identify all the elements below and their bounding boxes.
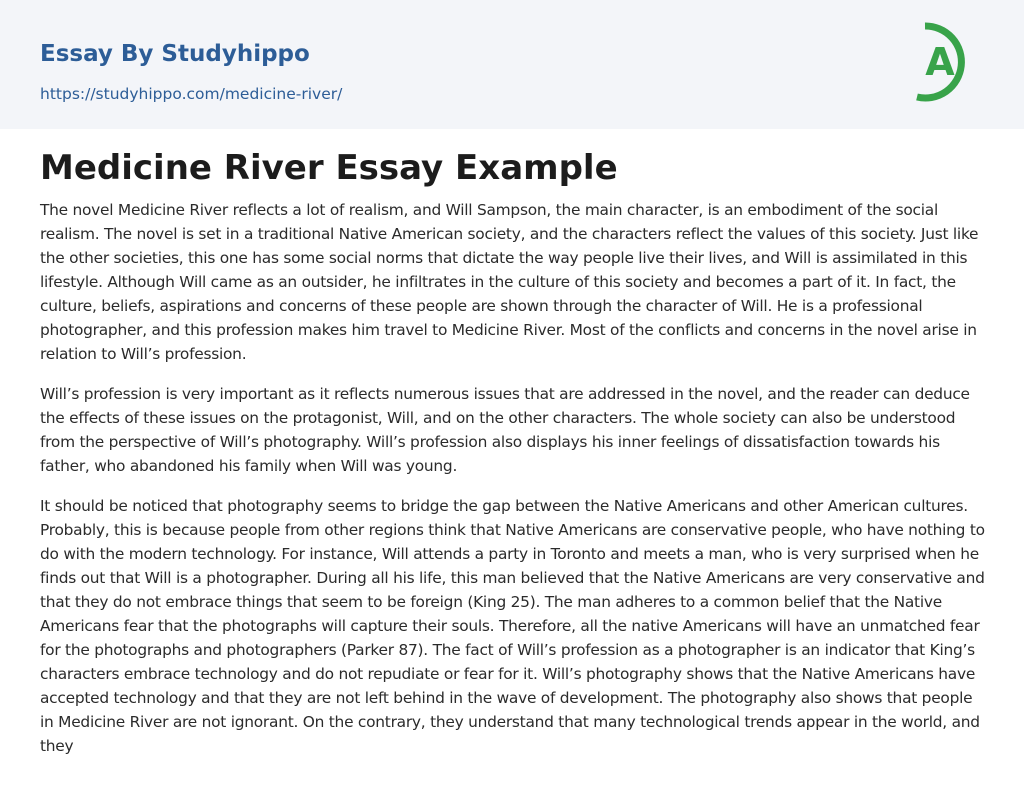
article-paragraph: The novel Medicine River reflects a lot of realism, and Will Sampson, the main character, is an embodiment of the social realism. The novel is set in a traditional Native American society, and the characters reflect the values of this society. Just like the other societies, this one has some social norms that dictate the way people live their lives, and Will is assimilated in this lifestyle. Although Will came as an outsider, he infiltrates in the culture of this society and becomes a part of it. In fact, the culture, beliefs, aspirations and concerns of these people are shown through the character of Will. He is a professional photographer, and this profession makes him travel to Medicine River. Most of the conflicts and concerns in the novel arise in relation to Will’s profession.	[40, 201, 979, 363]
article-paragraph: Will’s profession is very important as it reflects numerous issues that are addressed in the novel, and the reader can deduce the effects of these issues on the protagonist, Will, and on the other characters. The whole society can also be understood from the perspective of Will’s photography. Will’s profession also displays his inner feelings of dissatisfaction towards his father, who abandoned his family when Will was young.	[40, 385, 970, 475]
site-header	[0, 0, 1024, 129]
article-paragraph: It should be noticed that photography seems to bridge the gap between the Native Americans and other American cultures. Probably, this is because people from other regions think that Native Americans are conservative people, who have nothing to do with the modern technology. For instance, Will attends a party in Toronto and meets a man, who is very surprised when he finds out that Will is a photographer. During all his life, this man believed that the Native Americans are very conservative and that they do not embrace things that seem to be foreign (King 25). The man adheres to a common belief that the Native Americans fear that the photographs will capture their souls. Therefore, all the native Americans will have an unmatched fear for the photographs and photographers (Parker 87). The fact of Will’s profession as a photographer is an indicator that King’s characters embrace technology and do not repudiate or fear for it. Will’s photography shows that the Native Americans have accepted technology and that they are not left behind in the wave of development. The photography also shows that people in Medicine River are not ignorant. On the contrary, they understand that many technological trends appear in the world, and they	[40, 497, 985, 755]
logo-letter: A	[925, 40, 955, 84]
page-title: Medicine River Essay Example	[40, 148, 618, 188]
circle-a-logo-icon[interactable]	[912, 19, 988, 105]
article	[40, 144, 986, 774]
site-brand[interactable]: Essay By Studyhippo	[40, 41, 310, 67]
page-url-link[interactable]: https://studyhippo.com/medicine-river/	[40, 85, 343, 103]
